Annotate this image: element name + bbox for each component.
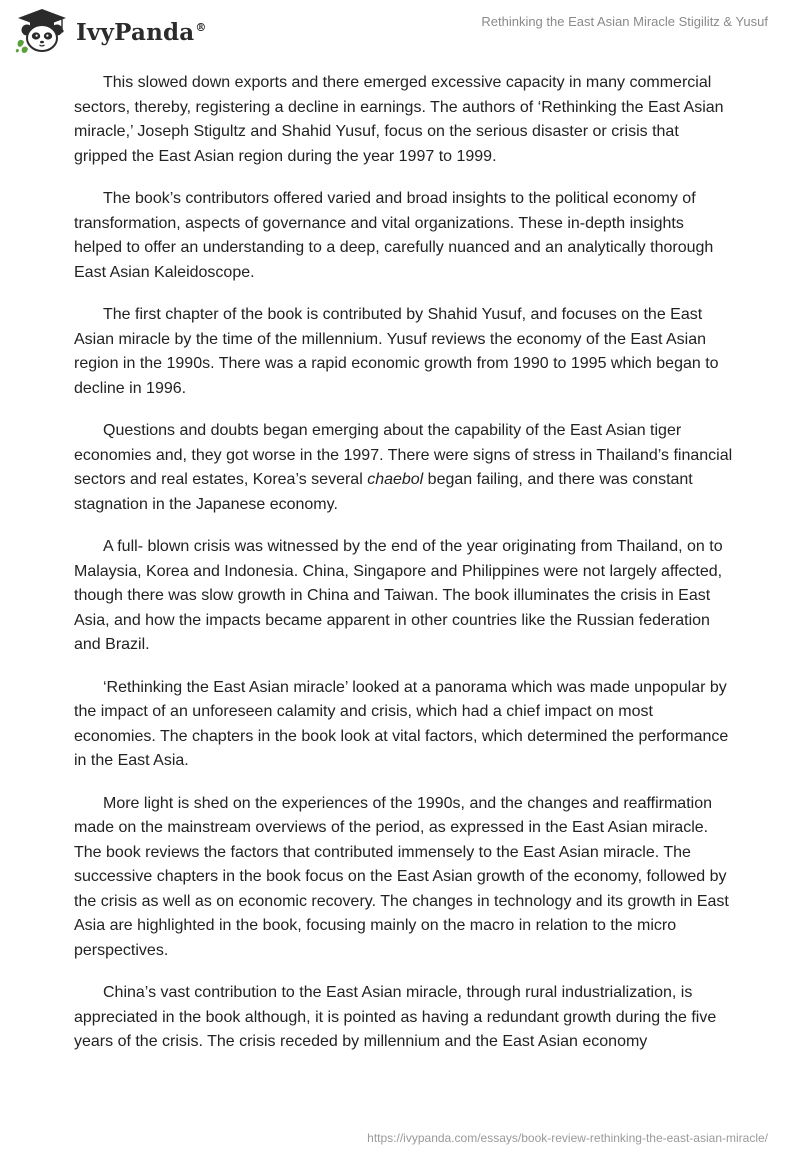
page-header xyxy=(0,0,800,62)
paragraph: ‘Rethinking the East Asian miracle’ looked at a panorama which was made unpopular by the impact of an unforeseen calamity and crisis, which had a chief impact on most economies. The chapters in the book look at vital factors, which determined the performance in the East Asia. xyxy=(74,678,729,769)
paragraph: The book’s contributors offered varied and broad insights to the political economy of transformation, aspects of governance and vital organizations. These in-depth insights helped to offer an understanding to a deep, carefully nuanced and an analytically thorough East Asian Kaleidoscope. xyxy=(74,190,714,281)
essay-body xyxy=(74,71,734,1073)
paragraph-text: Questions and doubts began emerging about the capability of the East Asian tiger economies and, they got worse in the 1997. There were signs of stress in Thailand’s financial sectors and real estates, Korea’s several xyxy=(74,422,733,488)
ivypanda-logo[interactable] xyxy=(14,8,207,54)
source-url-link[interactable]: https://ivypanda.com/essays/book-review-rethinking-the-east-asian-miracle/ xyxy=(367,1131,768,1145)
paragraph: A full- blown crisis was witnessed by the end of the year originating from Thailand, on to Malaysia, Korea and Indonesia. China, Singapore and Philippines were not largely affected, though there was slow growth in China and Taiwan. The book illuminates the crisis in East Asia, and how the impacts became apparent in other countries like the Russian federation and Brazil. xyxy=(74,538,723,653)
panda-graduate-icon xyxy=(14,8,70,54)
paragraph xyxy=(74,419,734,517)
paragraph: The first chapter of the book is contributed by Shahid Yusuf, and focuses on the East Asian miracle by the time of the millennium. Yusuf reviews the economy of the East Asian region in the 1990s. There was a rapid economic growth from 1990 to 1995 which began to decline in 1996. xyxy=(74,306,719,397)
paragraph: China’s vast contribution to the East Asian miracle, through rural industrialization, is appreciated in the book although, it is pointed as having a redundant growth during the five years of the crisis. The crisis receded by millennium and the East Asian economy xyxy=(74,984,717,1050)
registered-mark: ® xyxy=(195,20,207,34)
paragraph: More light is shed on the experiences of the 1990s, and the changes and reaffirmation made on the mainstream overviews of the period, as expressed in the East Asian miracle. The book reviews the factors that contributed immensely to the East Asian miracle. The successive chapters in the book focus on the East Asian growth of the economy, followed by the crisis as well as on economic recovery. The changes in technology and its growth in East Asia are highlighted in the book, focusing mainly on the macro in relation to the micro perspectives. xyxy=(74,794,729,959)
paragraph-text: began failing, and there was constant stagnation in the Japanese economy. xyxy=(74,471,693,513)
document-title: Rethinking the East Asian Miracle Stigilitz & Yusuf xyxy=(481,14,768,29)
paragraph: This slowed down exports and there emerged excessive capacity in many commercial sectors, thereby, registering a decline in earnings. The authors of ‘Rethinking the East Asian miracle,’ Joseph Stigultz and Shahid Yusuf, focus on the serious disaster or crisis that gripped the East Asian region during the year 1997 to 1999. xyxy=(74,74,724,165)
brand-name: IvyPanda® xyxy=(76,18,207,46)
italic-term: chaebol xyxy=(367,471,424,488)
